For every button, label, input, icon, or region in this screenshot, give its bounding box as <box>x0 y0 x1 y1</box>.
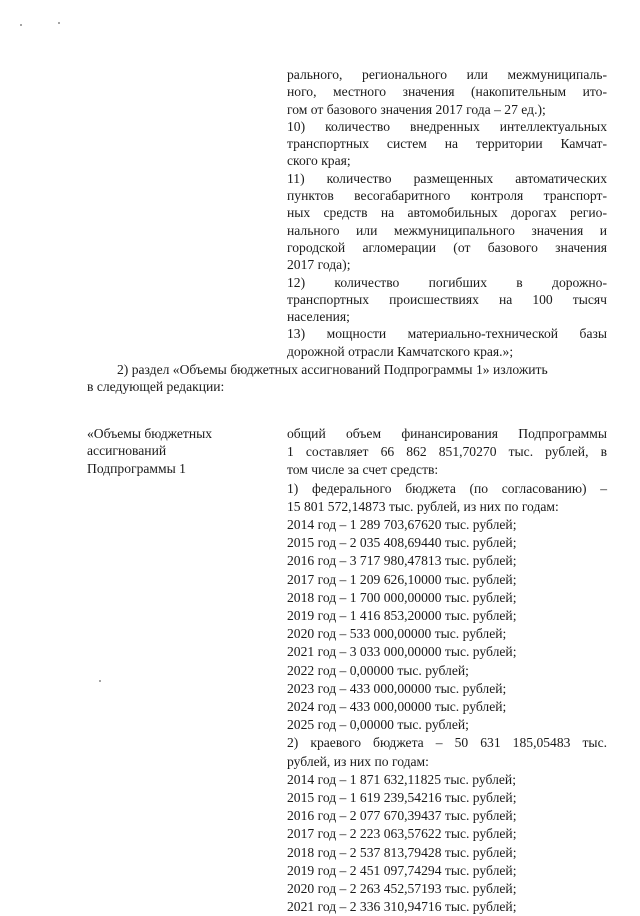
finance-line: 2) краевого бюджета – 50 631 185,05483 тыс. <box>287 735 607 751</box>
cell-line: ассигнований <box>87 443 167 459</box>
list-item-12: 12) количество погибших в дорожно- <box>287 274 607 290</box>
section-heading <box>87 361 607 396</box>
text-line: гом от базового значения 2017 года – 27 ед.); <box>287 101 546 117</box>
text-line: ского края; <box>287 153 351 169</box>
text-line: населения; <box>287 309 350 325</box>
finance-year-row: 2021 год – 2 336 310,94716 тыс. рублей; <box>287 899 517 915</box>
finance-year-row: 2016 год – 2 077 670,39437 тыс. рублей; <box>287 808 517 824</box>
table-left-cell <box>87 425 277 477</box>
text-line: 2017 года); <box>287 257 351 273</box>
text-line: ного, местного значения (накопительным ито- <box>287 84 607 100</box>
text-line: пунктов весогабаритного контроля транспорт- <box>287 188 607 204</box>
text-line: транспортных систем на территории Камчат- <box>287 136 607 152</box>
finance-year-row: 2019 год – 2 451 097,74294 тыс. рублей; <box>287 862 517 878</box>
text-line: дорожной отрасли Камчатского края.»; <box>287 343 514 359</box>
finance-year-row: 2019 год – 1 416 853,20000 тыс. рублей; <box>287 608 517 624</box>
section-heading-line: 2) раздел «Объемы бюджетных ассигнований Подпрограммы 1» изложить <box>117 362 548 377</box>
finance-year-row: 2016 год – 3 717 980,47813 тыс. рублей; <box>287 553 517 569</box>
finance-year-row: 2020 год – 533 000,00000 тыс. рублей; <box>287 626 507 642</box>
scan-speck <box>20 24 22 26</box>
finance-year-row: 2014 год – 1 871 632,11825 тыс. рублей; <box>287 771 516 787</box>
financing-details <box>287 425 607 916</box>
text-line: городской агломерации (от базового значения <box>287 239 607 255</box>
finance-line: общий объем финансирования Подпрограммы <box>287 426 607 441</box>
finance-year-row: 2020 год – 2 263 452,57193 тыс. рублей; <box>287 881 517 897</box>
text-line: транспортных происшествиях на 100 тысяч <box>287 291 607 307</box>
finance-year-row: 2024 год – 433 000,00000 тыс. рублей; <box>287 699 507 715</box>
finance-year-row: 2015 год – 1 619 239,54216 тыс. рублей; <box>287 790 517 806</box>
finance-year-row: 2014 год – 1 289 703,67620 тыс. рублей; <box>287 517 517 533</box>
cell-line: «Объемы бюджетных <box>87 426 213 441</box>
list-item-11: 11) количество размещенных автоматических <box>287 170 607 186</box>
finance-line: 1 составляет 66 862 851,70270 тыс. рублей, в <box>287 444 607 460</box>
finance-year-row: 2022 год – 0,00000 тыс. рублей; <box>287 662 469 678</box>
finance-year-row: 2023 год – 433 000,00000 тыс. рублей; <box>287 680 507 696</box>
finance-line: том числе за счет средств: <box>287 462 439 478</box>
text-line: рального, регионального или межмуниципаль- <box>287 67 607 82</box>
finance-line: 1) федерального бюджета (по согласованию) – <box>287 480 607 496</box>
text-line: нального или межмуниципального значения и <box>287 222 607 238</box>
scan-speck <box>58 22 60 24</box>
list-item-10: 10) количество внедренных интеллектуальных <box>287 118 607 134</box>
list-item-13: 13) мощности материально-технической базы <box>287 326 607 342</box>
finance-line: 15 801 572,14873 тыс. рублей, из них по годам: <box>287 498 559 514</box>
cell-line: Подпрограммы 1 <box>87 460 186 476</box>
finance-year-row: 2015 год – 2 035 408,69440 тыс. рублей; <box>287 535 517 551</box>
finance-line: рублей, из них по годам: <box>287 753 429 769</box>
scan-speck <box>99 680 101 682</box>
section-heading-line: в следующей редакции: <box>87 379 225 395</box>
finance-year-row: 2025 год – 0,00000 тыс. рублей; <box>287 717 469 733</box>
finance-year-row: 2018 год – 2 537 813,79428 тыс. рублей; <box>287 844 517 860</box>
criteria-list-continuation <box>287 66 607 360</box>
finance-year-row: 2021 год – 3 033 000,00000 тыс. рублей; <box>287 644 517 660</box>
finance-year-row: 2017 год – 2 223 063,57622 тыс. рублей; <box>287 826 517 842</box>
finance-year-row: 2018 год – 1 700 000,00000 тыс. рублей; <box>287 589 517 605</box>
text-line: ных средств на автомобильных дорогах регио- <box>287 205 607 221</box>
finance-year-row: 2017 год – 1 209 626,10000 тыс. рублей; <box>287 571 517 587</box>
